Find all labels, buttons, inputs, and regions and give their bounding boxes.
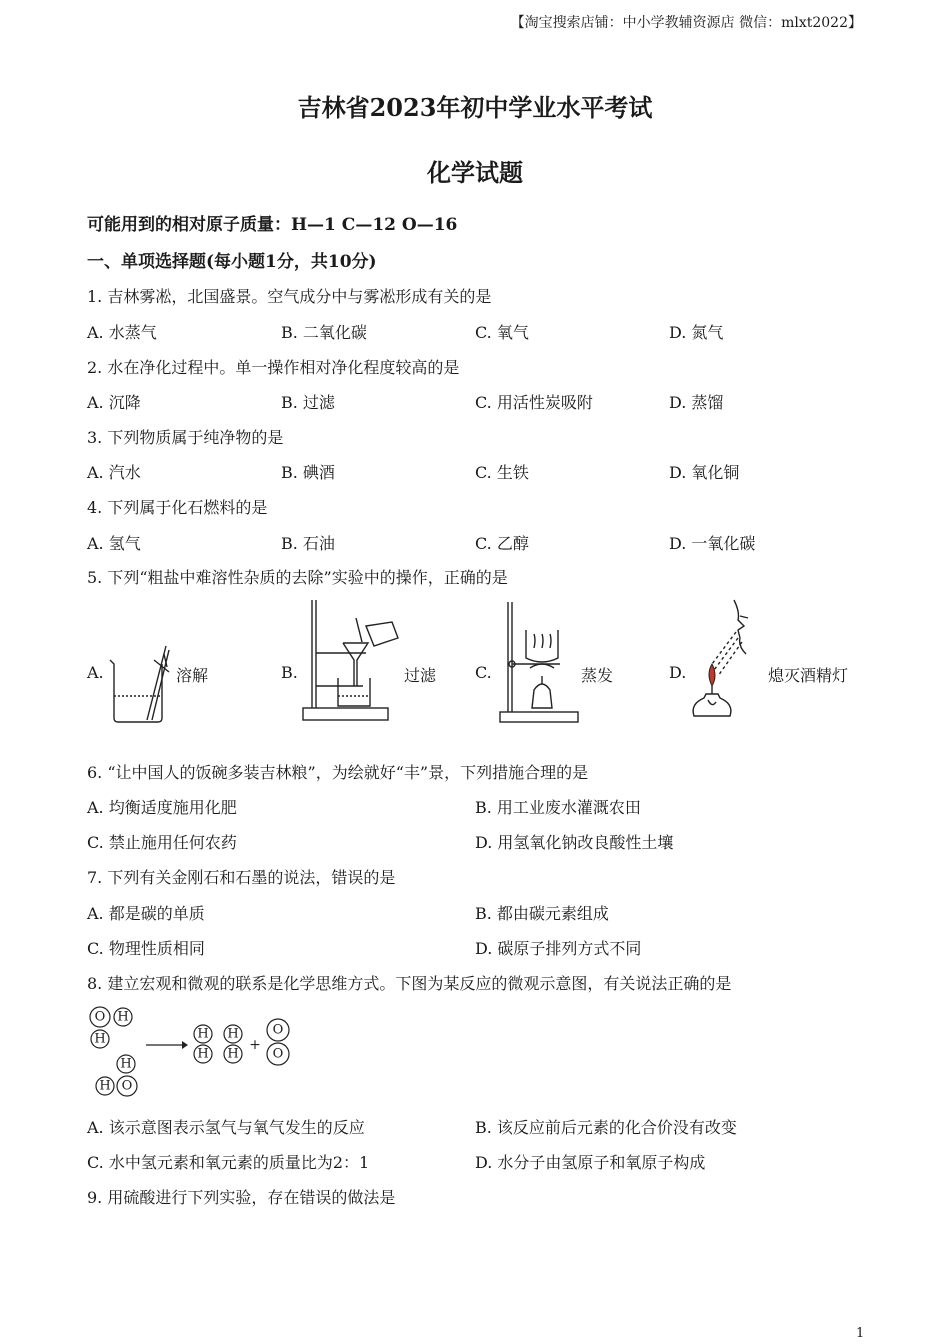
svg-text:H: H <box>197 1026 209 1042</box>
option-b: B. 都由碳元素组成 <box>475 904 609 923</box>
question-stem: 7. 下列有关金刚石和石墨的说法，错误的是 <box>87 868 396 887</box>
alcohol-lamp-illustration <box>688 598 774 724</box>
option-d-caption: 熄灭酒精灯 <box>768 666 849 685</box>
option-b: B. 该反应前后元素的化合价没有改变 <box>475 1118 737 1137</box>
option-b: B. 二氧化碳 <box>281 323 367 342</box>
plus-sign: + <box>249 1037 261 1053</box>
dissolving-beaker-illustration <box>104 640 174 725</box>
option-a: A. 汽水 <box>87 463 141 482</box>
water-molecule-2 <box>96 1055 137 1096</box>
question-stem: 3. 下列物质属于纯净物的是 <box>87 428 284 447</box>
option-c: C. <box>475 663 492 682</box>
section-heading: 一、单项选择题(每小题1分，共10分) <box>87 252 377 272</box>
option-d: D. 碳原子排列方式不同 <box>475 939 642 958</box>
option-c: C. 禁止施用任何农药 <box>87 833 237 852</box>
svg-text:O: O <box>272 1046 284 1062</box>
option-a: A. <box>87 663 104 682</box>
option-d: D. 氮气 <box>669 323 724 342</box>
option-d: D. <box>669 663 687 682</box>
option-d: D. 用氢氧化钠改良酸性土壤 <box>475 833 674 852</box>
svg-text:H: H <box>120 1056 132 1072</box>
option-b: B. 用工业废水灌溉农田 <box>475 798 641 817</box>
svg-text:H: H <box>197 1046 209 1062</box>
question-stem: 5. 下列“粗盐中难溶性杂质的去除”实验中的操作，正确的是 <box>87 568 508 587</box>
filtration-illustration <box>298 598 406 724</box>
svg-text:O: O <box>94 1009 106 1025</box>
option-c: C. 物理性质相同 <box>87 939 205 958</box>
question-stem: 4. 下列属于化石燃料的是 <box>87 498 268 517</box>
option-b: B. 过滤 <box>281 393 335 412</box>
reaction-micro-diagram <box>86 1004 302 1100</box>
option-a: A. 沉降 <box>87 393 141 412</box>
question-stem: 1. 吉林雾凇，北国盛景。空气成分中与雾凇形成有关的是 <box>87 287 492 306</box>
option-a: A. 水蒸气 <box>87 323 157 342</box>
option-a: A. 该示意图表示氢气与氧气发生的反应 <box>87 1118 365 1137</box>
option-c: C. 氧气 <box>475 323 529 342</box>
option-a: A. 氢气 <box>87 534 141 553</box>
svg-text:H: H <box>99 1078 111 1094</box>
question-stem: 2. 水在净化过程中。单一操作相对净化程度较高的是 <box>87 358 460 377</box>
question-stem: 6. “让中国人的饭碗多装吉林粮”，为绘就好“丰”景，下列措施合理的是 <box>87 763 589 782</box>
option-a: A. 均衡适度施用化肥 <box>87 798 237 817</box>
option-d: D. 蒸馏 <box>669 393 724 412</box>
option-c: C. 乙醇 <box>475 534 529 553</box>
option-d: D. 一氧化碳 <box>669 534 756 553</box>
hydrogen-molecule-1 <box>194 1025 212 1063</box>
reaction-arrow <box>146 1041 188 1049</box>
option-b: B. 碘酒 <box>281 463 335 482</box>
hydrogen-molecule-2 <box>224 1025 242 1063</box>
option-a-caption: 溶解 <box>176 666 209 685</box>
option-c-caption: 蒸发 <box>581 666 614 685</box>
option-b: B. <box>281 663 298 682</box>
option-c: C. 用活性炭吸附 <box>475 393 593 412</box>
option-d: D. 氧化铜 <box>669 463 740 482</box>
svg-text:H: H <box>227 1046 239 1062</box>
option-d: D. 水分子由氢原子和氧原子构成 <box>475 1153 706 1172</box>
option-a: A. 都是碳的单质 <box>87 904 205 923</box>
svg-text:O: O <box>272 1022 284 1038</box>
atomic-masses: 可能用到的相对原子质量：H—1 C—12 O—16 <box>87 215 458 235</box>
water-molecule-1 <box>90 1007 132 1048</box>
exam-subtitle: 化学试题 <box>427 158 523 187</box>
oxygen-molecule <box>267 1019 289 1065</box>
page-header: 【淘宝搜索店铺：中小学教辅资源店 微信：mlxt2022】 <box>510 15 862 31</box>
evaporation-illustration <box>498 600 582 726</box>
svg-text:H: H <box>227 1026 239 1042</box>
exam-title: 吉林省2023年初中学业水平考试 <box>297 93 653 122</box>
option-c: C. 水中氢元素和氧元素的质量比为2：1 <box>87 1153 370 1172</box>
option-b: B. 石油 <box>281 534 335 553</box>
svg-text:H: H <box>117 1009 129 1025</box>
option-c: C. 生铁 <box>475 463 529 482</box>
question-stem: 9. 用硫酸进行下列实验，存在错误的做法是 <box>87 1188 396 1207</box>
page-number: 1 <box>856 1326 865 1341</box>
question-stem: 8. 建立宏观和微观的联系是化学思维方式。下图为某反应的微观示意图，有关说法正确的是 <box>87 974 732 993</box>
svg-text:H: H <box>94 1031 106 1047</box>
svg-text:O: O <box>121 1078 133 1094</box>
option-b-caption: 过滤 <box>404 666 437 685</box>
